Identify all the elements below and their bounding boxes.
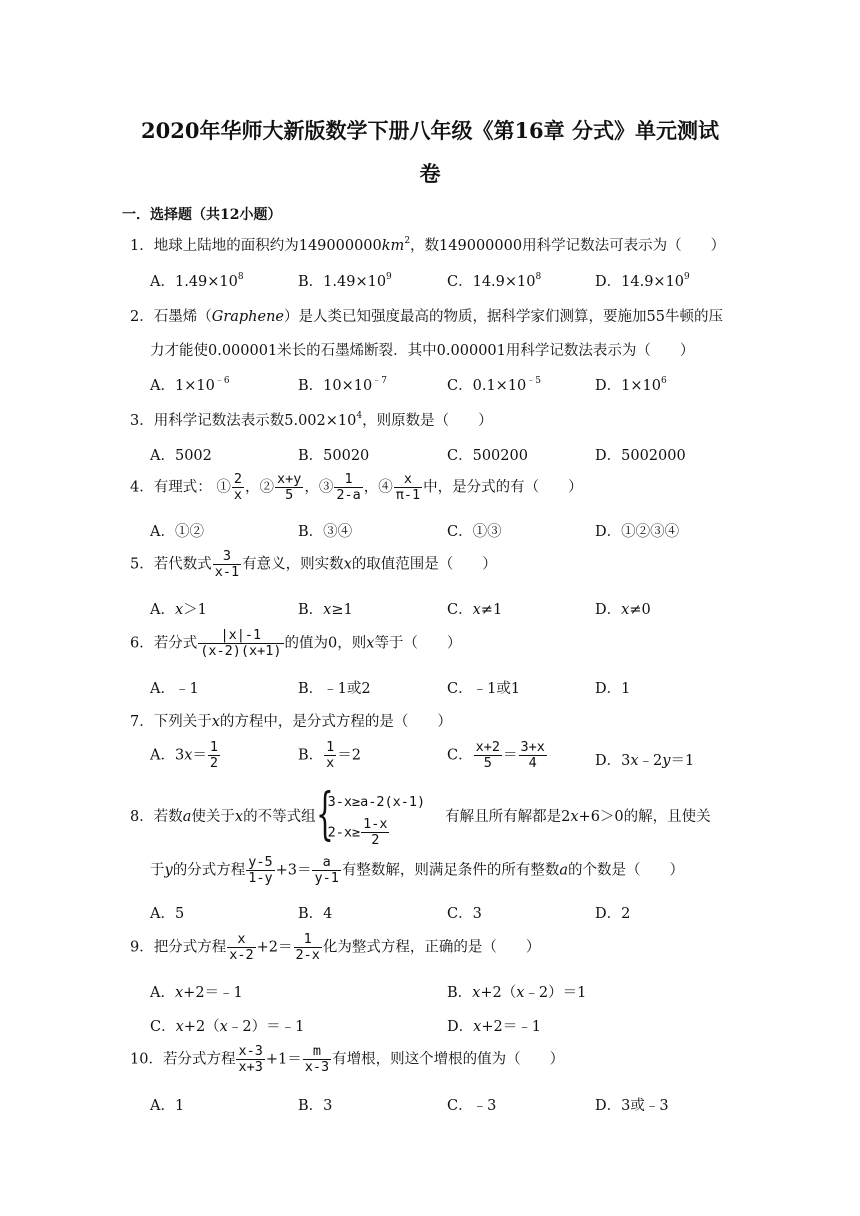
q10-option-b[interactable]: B．3 (298, 1098, 333, 1114)
q7-option-b[interactable]: B． $\frac{1}{x}$ ＝2 (298, 739, 362, 771)
q8-option-c[interactable]: C．3 (447, 906, 482, 922)
fraction: $\frac{m}{x-3}$ (304, 1043, 330, 1075)
q5-option-a[interactable]: A．x＞1 (150, 602, 207, 618)
fraction: $\frac{1-x}{2}$ (363, 816, 388, 848)
q6-option-d[interactable]: D．1 (595, 681, 631, 697)
q2-option-a[interactable]: A．$1\times 10^{﹣6}$ (150, 376, 230, 394)
q4-option-a[interactable]: A．①② (150, 524, 204, 540)
question-8-continued: 于y的分式方程 $\frac{y-5}{1-y}$ +3＝ $\frac{a}{y-1}$ 有整数解，则满足条件的所有整数a的个数是（ ） (150, 854, 685, 886)
fraction: $\frac{1}{2-x}$ (295, 931, 320, 963)
question-6: 6．若分式 $\frac{|x|-1}{(x-2)(x+1)}$ 的值为0，则x等于（ ） (130, 627, 462, 659)
inequality-system: { 3-x≥a-2(x-1) 2-x≥ $\frac{1-x}{2}$ (315, 782, 426, 848)
fraction: $\frac{1}{2}$ (209, 739, 219, 771)
fraction: $\frac{3}{x-1}$ (214, 548, 240, 580)
brace-icon: { (315, 782, 334, 847)
fraction: $\frac{x}{\pi-1}$ (395, 471, 421, 503)
document-title-line2: 卷 (419, 161, 441, 186)
q2-option-c[interactable]: C．$0.1\times 10^{﹣5}$ (447, 376, 542, 394)
q4-option-d[interactable]: D．①②③④ (595, 524, 680, 540)
question-3: 3．用科学记数法表示数$5.002\times 10^4$，则原数是（ ） (130, 411, 493, 429)
q6-option-b[interactable]: B．﹣1或2 (298, 681, 371, 697)
question-4: 4．有理式： ① $\frac{2}{x}$ ，② $\frac{x+y}{5}$ ，③ $\frac{1}{2-a}$ ，④ $\frac{x}{\pi-1}$ 中，是分式的有（ ） (130, 471, 583, 503)
question-9: 9．把分式方程 $\frac{x}{x-2}$ +2＝ $\frac{1}{2-x}$ 化为整式方程，正确的是（ ） (130, 931, 541, 963)
q8-option-b[interactable]: B．4 (298, 906, 333, 922)
q3-option-d[interactable]: D．5002000 (595, 448, 686, 464)
q2-option-b[interactable]: B．$10\times 10^{﹣7}$ (298, 376, 387, 394)
q9-option-a[interactable]: A．x+2＝﹣1 (150, 985, 243, 1001)
q9-option-c[interactable]: C．x+2（x﹣2）＝﹣1 (150, 1019, 305, 1035)
question-7: 7．下列关于x的方程中，是分式方程的是（ ） (130, 714, 452, 730)
fraction: $\frac{x+2}{5}$ (475, 739, 500, 771)
q5-option-c[interactable]: C．x≠1 (447, 602, 503, 618)
fraction: $\frac{1}{x}$ (326, 739, 335, 771)
q3-option-a[interactable]: A．5002 (150, 448, 212, 464)
q7-option-a[interactable]: A．3x＝ $\frac{1}{2}$ (150, 739, 219, 771)
fraction: $\frac{a}{y-1}$ (314, 854, 339, 886)
fraction: $\frac{x}{x-2}$ (229, 931, 254, 963)
question-2-continued: 力才能使0.000001米长的石墨烯断裂．其中0.000001用科学记数法表示为（ ） (150, 343, 695, 359)
q6-option-a[interactable]: A．﹣1 (150, 681, 199, 697)
q9-option-d[interactable]: D．x+2＝﹣1 (447, 1019, 541, 1035)
q1-option-d[interactable]: D．$14.9\times 10^9$ (595, 272, 690, 290)
q9-option-b[interactable]: B．x+2（x﹣2）＝1 (447, 985, 587, 1001)
q2-option-d[interactable]: D．$1\times 10^6$ (595, 376, 667, 394)
q1-option-a[interactable]: A．$1.49\times 10^8$ (150, 272, 244, 290)
q7-option-d[interactable]: D．3x﹣2y＝1 (595, 753, 695, 769)
q5-option-b[interactable]: B．x≥1 (298, 602, 353, 618)
q4-option-c[interactable]: C．①③ (447, 524, 502, 540)
q8-option-d[interactable]: D．2 (595, 906, 631, 922)
q7-option-c[interactable]: C． $\frac{x+2}{5}$ ＝ $\frac{3+x}{4}$ (447, 739, 545, 771)
section-heading: 一．选择题（共12小题） (122, 207, 282, 223)
fraction: $\frac{3+x}{4}$ (520, 739, 545, 771)
fraction: $\frac{x-3}{x+3}$ (238, 1043, 263, 1075)
q1-option-c[interactable]: C．$14.9\times 10^8$ (447, 272, 542, 290)
q1-option-b[interactable]: B．$1.49\times 10^9$ (298, 272, 392, 290)
q3-option-c[interactable]: C．500200 (447, 448, 528, 464)
question-5: 5．若代数式 $\frac{3}{x-1}$ 有意义，则实数x的取值范围是（ ） (130, 548, 497, 580)
q3-option-b[interactable]: B．50020 (298, 448, 370, 464)
fraction: $\frac{x+y}{5}$ (276, 471, 302, 503)
q10-option-c[interactable]: C．﹣3 (447, 1098, 497, 1114)
question-10: 10．若分式方程 $\frac{x-3}{x+3}$ +1＝ $\frac{m}{x-3}$ 有增根，则这个增根的值为（ ） (130, 1043, 565, 1075)
question-8: 8．若数a使关于x的不等式组 { 3-x≥a-2(x-1) 2-x≥ $\frac{1-x}{2}$ 有解且所有解都是2x+6＞0的解，且使关 (130, 782, 711, 848)
q4-option-b[interactable]: B．③④ (298, 524, 353, 540)
fraction: $\frac{y-5}{1-y}$ (248, 854, 273, 886)
question-2: 2．石墨烯（Graphene）是人类已知强度最高的物质，据科学家们测算，要施加55牛顿的压 (130, 309, 723, 325)
fraction: $\frac{2}{x}$ (233, 471, 242, 503)
document-title-line1: 2020年华师大新版数学下册八年级《第16章 分式》单元测试 (141, 118, 719, 143)
q5-option-d[interactable]: D．x≠0 (595, 602, 651, 618)
fraction: $\frac{|x|-1}{(x-2)(x+1)}$ (200, 627, 282, 659)
fraction: $\frac{1}{2-a}$ (336, 471, 361, 503)
q10-option-d[interactable]: D．3或﹣3 (595, 1098, 669, 1114)
q6-option-c[interactable]: C．﹣1或1 (447, 681, 521, 697)
question-1: 1．地球上陆地的面积约为$149000000km^2$，数149000000用科学记数法可表示为（ ） (130, 236, 726, 254)
q10-option-a[interactable]: A．1 (150, 1098, 185, 1114)
q8-option-a[interactable]: A．5 (150, 906, 185, 922)
